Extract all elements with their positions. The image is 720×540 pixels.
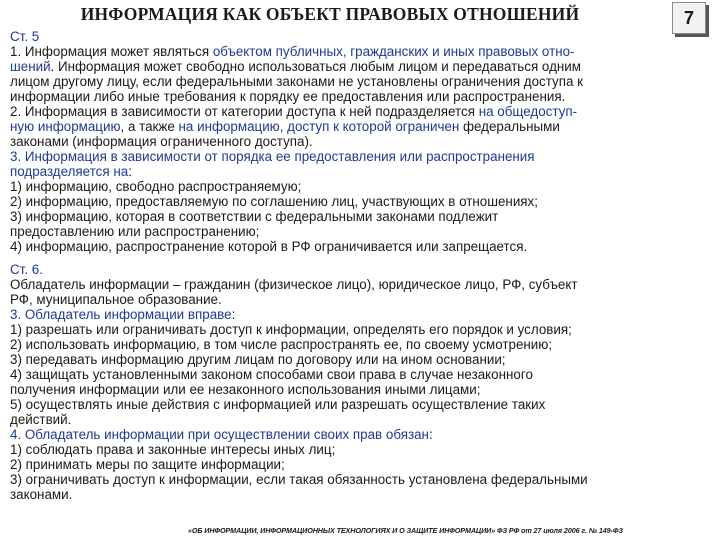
text-line — [10, 209, 716, 224]
highlighted-text: 3. Информация в зависимости от порядка ее предоставления или распространения — [10, 149, 535, 164]
text-line — [10, 149, 716, 164]
text-span: получения информации или ее незаконного использования иными лицами; — [10, 382, 481, 397]
text-line — [10, 397, 716, 412]
highlighted-text: 4. Обладатель информации при осуществлении своих прав обязан — [10, 427, 429, 442]
text-span: . Информация может свободно использоваться любым лицом и передаваться одним — [50, 59, 581, 74]
text-span: : — [128, 164, 132, 179]
page-title: ИНФОРМАЦИЯ КАК ОБЪЕКТ ПРАВОВЫХ ОТНОШЕНИЙ — [80, 4, 580, 24]
text-line — [10, 367, 716, 382]
text-span: 2) информацию, предоставляемую по соглашению лиц, участвующих в отношениях; — [10, 194, 538, 209]
highlighted-text: объектом публичных, гражданских и иных правовых отно- — [212, 44, 575, 59]
text-line — [10, 179, 716, 194]
text-span: 2) принимать меры по защите информации; — [10, 457, 285, 472]
text-line — [10, 262, 716, 277]
text-line — [10, 457, 716, 472]
highlighted-text: шений — [10, 59, 51, 74]
text-line — [10, 322, 716, 337]
text-span: : — [231, 307, 236, 322]
highlighted-text: на общедоступ- — [478, 104, 578, 119]
text-span: 4) информацию, распространение которой в РФ ограничивается или запрещается. — [10, 239, 528, 254]
text-line — [10, 442, 716, 457]
text-line — [10, 29, 716, 44]
text-span: 1. Информация может являться — [10, 44, 213, 59]
text-span: 4) защищать установленными законом способами свои права в случае незаконного — [10, 367, 533, 382]
highlighted-text: 3. Обладатель информации вправе — [10, 307, 232, 322]
highlighted-text: Ст. 6. — [10, 262, 43, 277]
text-span: , а также — [120, 119, 179, 134]
text-line — [10, 164, 716, 179]
text-span: 1) разрешать или ограничивать доступ к информации, определять его порядок и условия; — [10, 322, 572, 337]
text-span: Обладатель информации – гражданин (физическое лицо), юридическое лицо, РФ, субъект — [10, 277, 578, 292]
text-line — [10, 119, 716, 134]
text-span: 1) информацию, свободно распространяемую; — [10, 179, 302, 194]
highlighted-text: на информацию, доступ к которой ограничен — [178, 119, 460, 134]
highlighted-text: Ст. 5 — [10, 29, 40, 44]
text-line — [10, 239, 716, 254]
text-span: федеральными — [459, 119, 560, 134]
text-span: 3) ограничивать доступ к информации, если такая обязанность установлена федеральными — [10, 472, 588, 487]
text-span: 3) информацию, которая в соответствии с федеральными законами подлежит — [10, 209, 499, 224]
text-line — [10, 224, 716, 239]
text-line — [10, 194, 716, 209]
text-span: 5) осуществлять иные действия с информацией или разрешать осуществление таких — [10, 397, 546, 412]
text-line — [10, 277, 716, 292]
text-line — [10, 74, 716, 89]
text-line — [10, 59, 716, 74]
text-span: законами (информация ограниченного доступа). — [10, 134, 313, 149]
text-span: : — [428, 427, 433, 442]
text-line — [10, 307, 716, 322]
text-span: 2. Информация в зависимости от категории доступа к ней подразделяется — [10, 104, 479, 119]
text-line — [10, 487, 716, 502]
text-span: действий. — [10, 412, 72, 427]
text-line — [10, 472, 716, 487]
text-span: 2) использовать информацию, в том числе распространять ее, по своему усмотрению; — [10, 337, 553, 352]
text-line — [10, 104, 716, 119]
text-line — [10, 292, 716, 307]
text-span: предоставлению или распространению; — [10, 224, 260, 239]
text-span: лицом другому лицу, если федеральными законами не установлены ограничения доступа к — [10, 74, 584, 89]
text-span: законами. — [10, 487, 73, 502]
footer-citation: «ОБ ИНФОРМАЦИИ, ИНФОРМАЦИОННЫХ ТЕХНОЛОГИЯХ И О ЗАЩИТЕ ИНФОРМАЦИИ» ФЗ РФ от 27 июля 2006 г. № 149-ФЗ — [188, 526, 623, 535]
text-line — [10, 44, 716, 59]
text-line — [10, 134, 716, 149]
text-line — [10, 352, 716, 367]
text-line — [10, 427, 716, 442]
text-line — [10, 382, 716, 397]
text-span: РФ, муниципальное образование. — [10, 292, 222, 307]
text-line — [10, 412, 716, 427]
text-span: 3) передавать информацию другим лицам по договору или на ином основании; — [10, 352, 506, 367]
highlighted-text: подразделяется на — [10, 164, 129, 179]
page-number-badge: 7 — [672, 2, 706, 34]
highlighted-text: ную информацию — [10, 119, 121, 134]
text-line — [10, 89, 716, 104]
text-span: 1) соблюдать права и законные интересы иных лиц; — [10, 442, 336, 457]
text-span: информации либо иные требования к порядку ее предоставления или распространения. — [10, 89, 566, 104]
text-line — [10, 337, 716, 352]
